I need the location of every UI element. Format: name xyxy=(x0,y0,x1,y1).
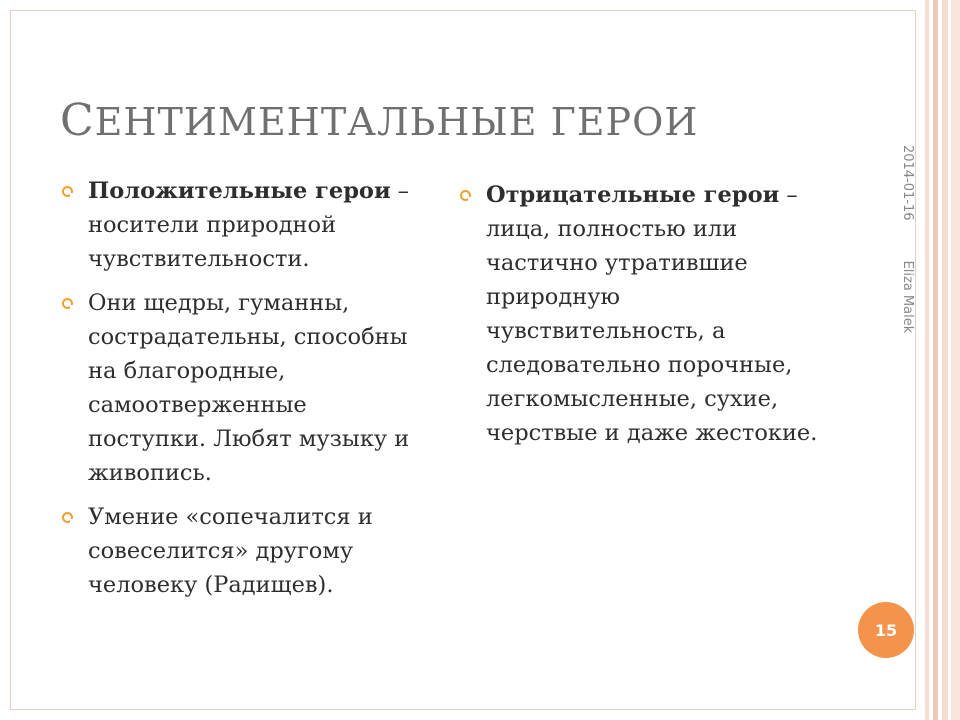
bullet-text: – лица, полностью или частично утратившие природную чувствительность, а следовательно порочные, легкомысленные, сухие, черствые и даже жестокие. xyxy=(486,182,818,446)
bullet-text: – носители природной чувствительности. xyxy=(88,178,410,272)
list-item xyxy=(62,286,422,490)
decor-stripe xyxy=(951,0,960,720)
list-item xyxy=(460,178,830,450)
bullet-icon xyxy=(62,186,73,197)
bullet-text: Они щедры, гуманны, сострадательны, способны на благородные, самоотверженные поступки. Любят музыку и живопись. xyxy=(88,290,410,486)
decor-stripe xyxy=(925,0,929,720)
bullet-icon xyxy=(460,190,471,201)
bullet-text: Умение «сопечалится и совеселится» другому человеку (Радищев). xyxy=(88,504,373,598)
right-column xyxy=(460,178,830,460)
list-item xyxy=(62,500,422,602)
bullet-bold-text: Положительные герои xyxy=(88,178,391,204)
footer-author: Eliza Malek xyxy=(900,260,915,334)
page-number-badge: 15 xyxy=(858,602,914,658)
slide-title-rest: ЕНТИМЕНТАЛЬНЫЕ ГЕРОИ xyxy=(94,100,699,144)
slide-title-initial: С xyxy=(60,95,95,146)
left-column xyxy=(62,174,422,612)
list-item xyxy=(62,174,422,276)
slide-footer-vertical xyxy=(885,145,915,375)
bullet-icon xyxy=(62,298,73,309)
slide-title xyxy=(60,95,698,146)
decor-stripe xyxy=(933,0,938,720)
footer-date: 2014-01-16 xyxy=(900,145,915,221)
bullet-icon xyxy=(62,512,73,523)
bullet-bold-text: Отрицательные герои xyxy=(486,182,780,208)
decor-stripe xyxy=(942,0,948,720)
